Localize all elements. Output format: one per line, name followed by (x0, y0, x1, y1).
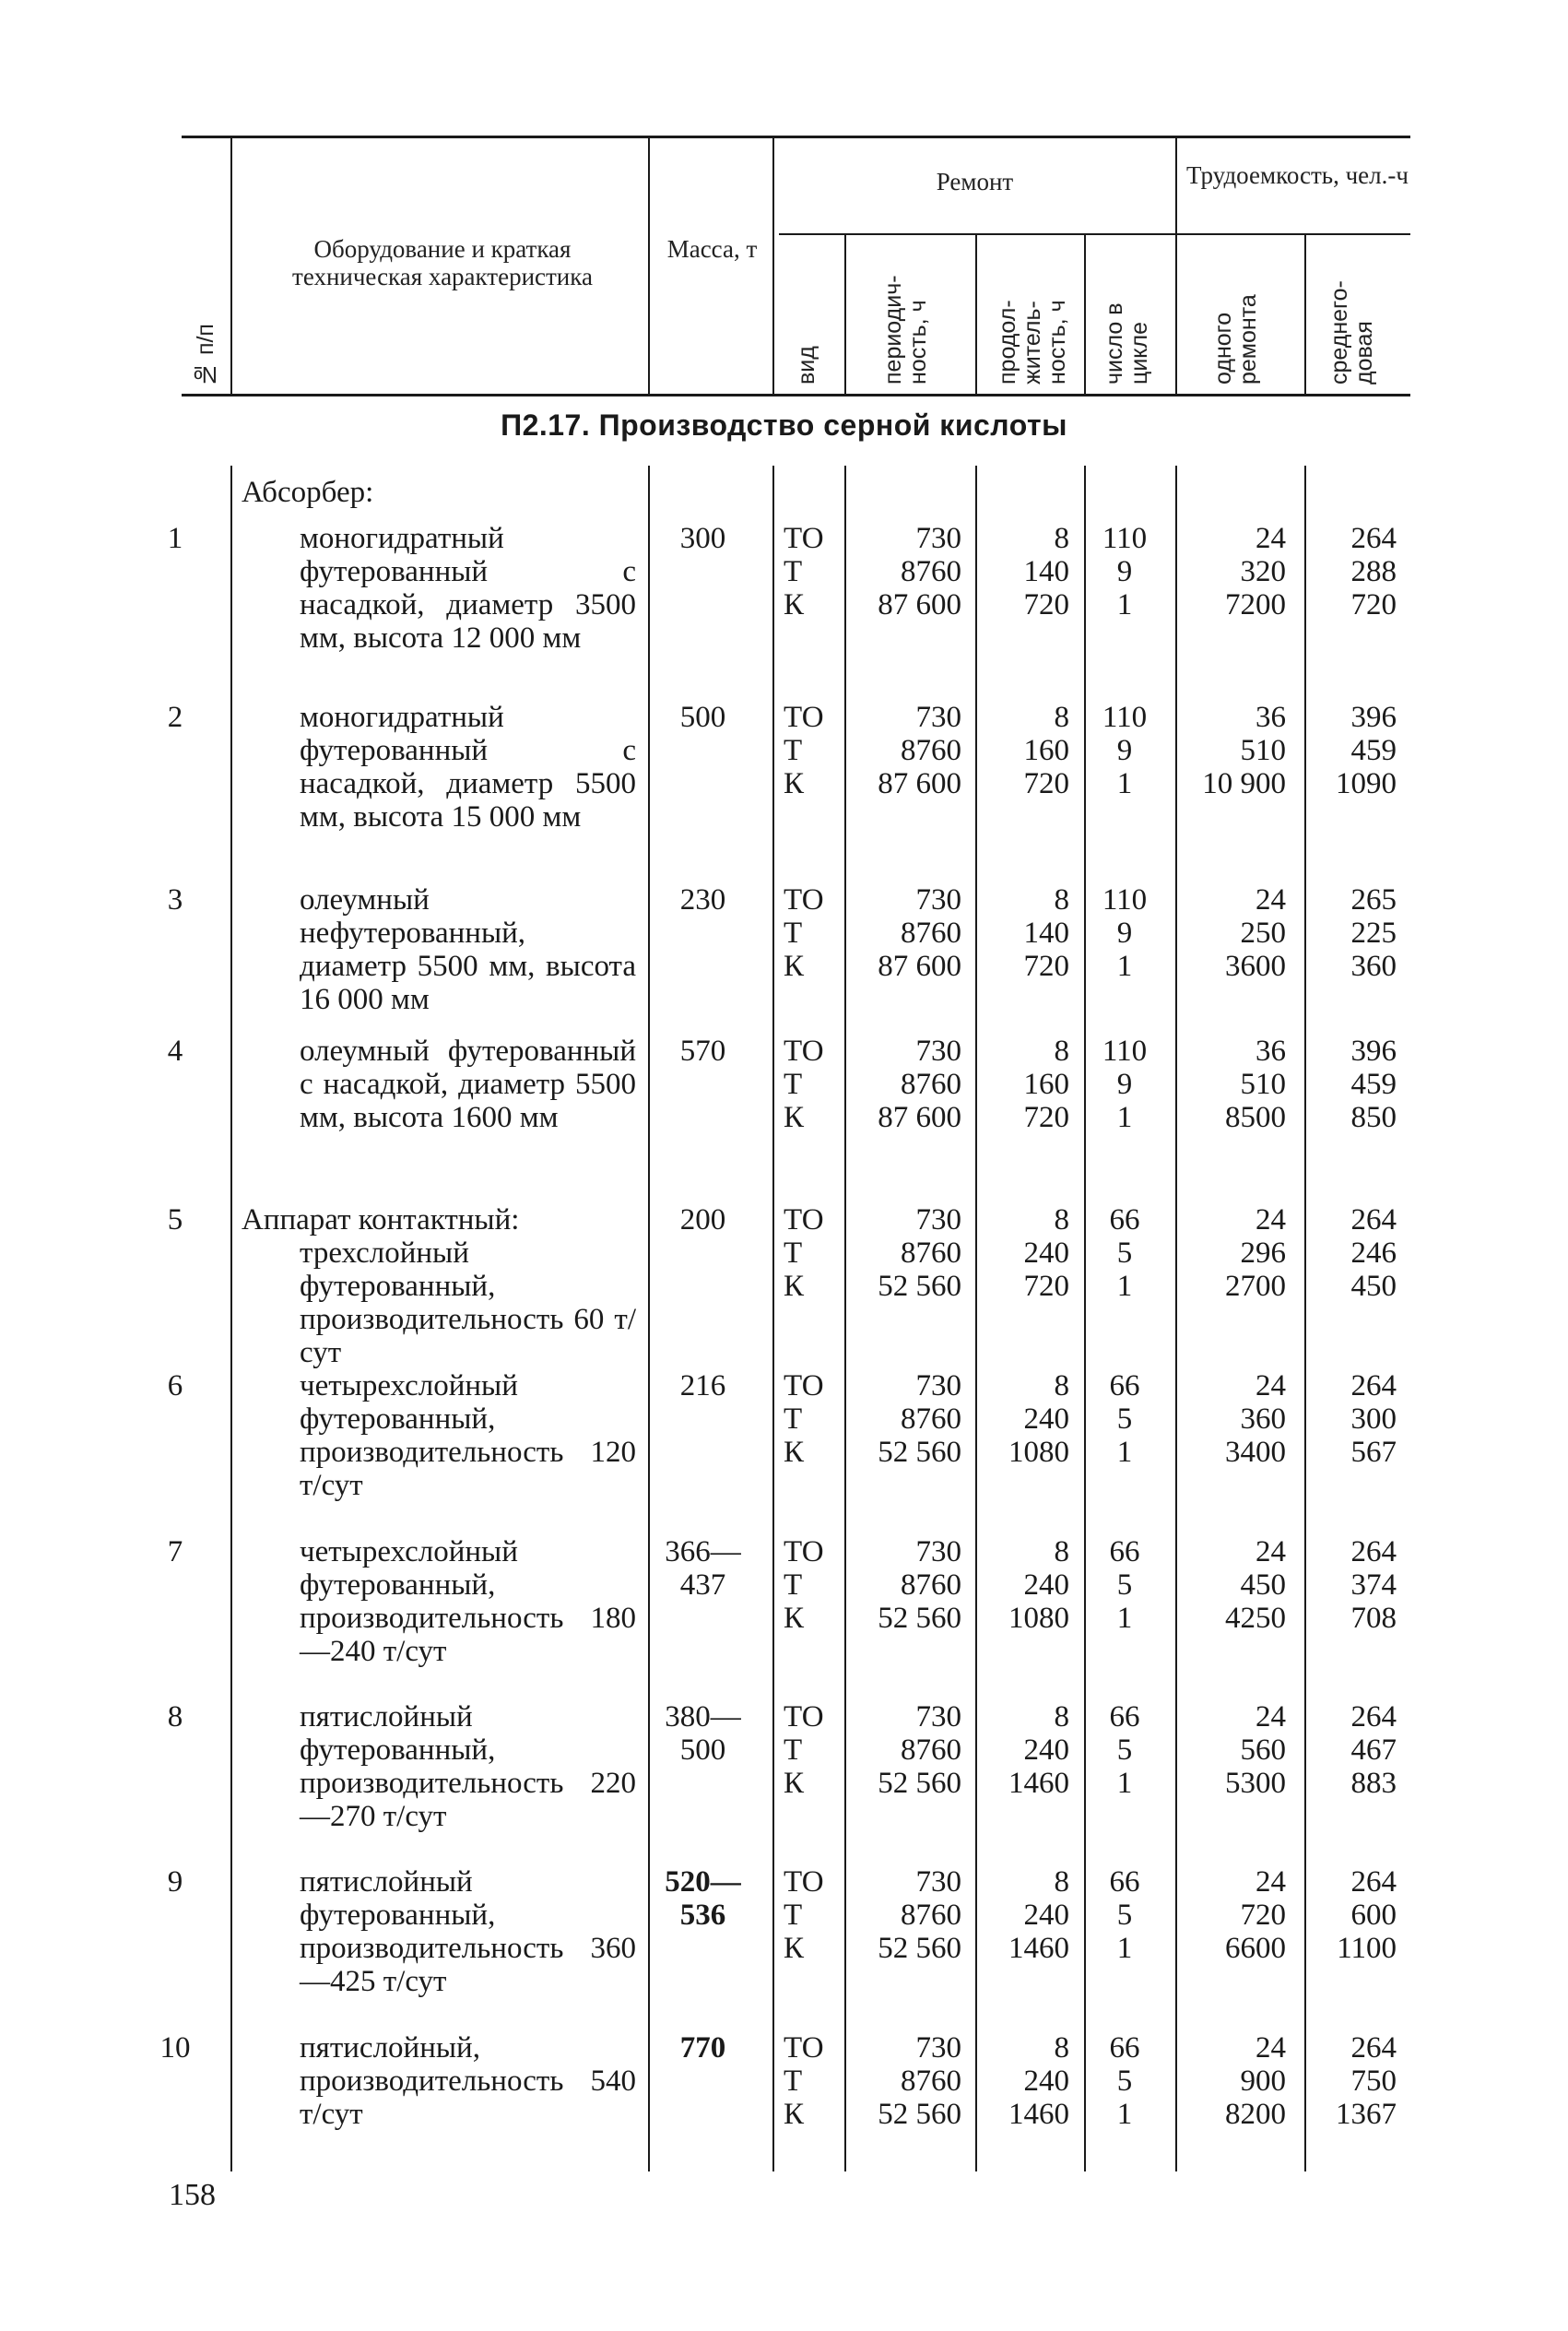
one-repair-value: 296 (1240, 1236, 1286, 1270)
header-bottom-rule (182, 394, 1410, 396)
one-repair-value: 360 (1240, 1402, 1286, 1436)
duration-value: 720 (1023, 1270, 1069, 1303)
periodicity-value: 87 600 (878, 767, 961, 800)
one-repair-value: 24 (1256, 2031, 1286, 2065)
average-value: 567 (1350, 1436, 1397, 1469)
row-duration (977, 522, 1069, 621)
count-value: 9 (1116, 1068, 1133, 1101)
duration-value: 140 (1023, 917, 1069, 950)
kind-value: ТО (784, 1203, 824, 1236)
average-value: 750 (1350, 2065, 1397, 2098)
duration-value: 720 (1023, 1101, 1069, 1134)
count-value: 5 (1116, 1402, 1133, 1436)
kind-value: К (784, 1932, 805, 1965)
periodicity-value: 8760 (901, 734, 961, 767)
row-mass: 770 (679, 2031, 726, 2065)
kind-value: Т (784, 555, 803, 588)
kind-value: Т (784, 1068, 803, 1101)
row-periodicity (843, 1203, 961, 1303)
periodicity-value: 8760 (901, 555, 961, 588)
row-description: пятислойный футерованный, производительность 360—425 т/сут (300, 1865, 636, 1998)
header-divider (648, 138, 650, 394)
one-repair-value: 24 (1256, 1865, 1286, 1899)
average-value: 265 (1350, 883, 1397, 917)
row-one-repair (1180, 2031, 1286, 2131)
header-divider (844, 233, 846, 394)
count-value: 5 (1116, 1568, 1133, 1602)
duration-value: 240 (1023, 1402, 1069, 1436)
periodicity-value: 87 600 (878, 1101, 961, 1134)
count-value: 5 (1116, 2065, 1133, 2098)
kind-value: ТО (784, 883, 824, 917)
duration-value: 240 (1023, 1568, 1069, 1602)
header-divider (1304, 233, 1306, 394)
header-divider (1175, 138, 1177, 394)
repair-subheader-rule (779, 233, 1410, 235)
row-duration (977, 2031, 1069, 2131)
duration-value: 8 (1054, 1700, 1069, 1733)
row-mass: 570 (679, 1035, 726, 1068)
group-absorber: Абсорбер: (242, 476, 374, 509)
one-repair-value: 450 (1240, 1568, 1286, 1602)
average-value: 459 (1350, 734, 1397, 767)
count-value: 110 (1102, 522, 1148, 555)
periodicity-value: 52 560 (878, 1767, 961, 1800)
row-duration (977, 701, 1069, 800)
row-description: пятислойный, производительность 540 т/сут (300, 2031, 636, 2131)
duration-value: 8 (1054, 1203, 1069, 1236)
row-average (1304, 701, 1397, 800)
average-value: 720 (1350, 588, 1397, 621)
duration-value: 160 (1023, 1068, 1069, 1101)
kind-value: ТО (784, 1035, 824, 1068)
count-value: 1 (1116, 1932, 1133, 1965)
periodicity-value: 730 (915, 1700, 961, 1733)
row-one-repair (1180, 883, 1286, 983)
one-repair-value: 560 (1240, 1733, 1286, 1767)
row-description: олеумный футерованный с насадкой, диаметр 5500 мм, высота 1600 мм (300, 1035, 636, 1134)
header-one-repair: одного ремонта (1210, 294, 1261, 385)
kind-value: К (784, 1270, 805, 1303)
count-value: 66 (1109, 1369, 1140, 1402)
page-number: 158 (169, 2178, 216, 2212)
kind-value: К (784, 588, 805, 621)
one-repair-value: 900 (1240, 2065, 1286, 2098)
one-repair-value: 2700 (1225, 1270, 1286, 1303)
row-number: 6 (167, 1369, 183, 1402)
row-mass: 300 (679, 522, 726, 555)
periodicity-value: 8760 (901, 917, 961, 950)
count-value: 1 (1116, 1436, 1133, 1469)
periodicity-value: 87 600 (878, 950, 961, 983)
row-periodicity (843, 2031, 961, 2131)
one-repair-value: 24 (1256, 883, 1286, 917)
count-value: 1 (1116, 950, 1133, 983)
one-repair-value: 3400 (1225, 1436, 1286, 1469)
average-value: 1100 (1337, 1932, 1397, 1965)
average-value: 246 (1350, 1236, 1397, 1270)
header-labor: Трудоемкость, чел.-ч (1186, 161, 1409, 189)
row-description: четырехслойный футерованный, производительность 120 т/сут (300, 1369, 636, 1502)
duration-value: 240 (1023, 1236, 1069, 1270)
header-average: среднего-довая (1326, 280, 1377, 385)
row-count (1083, 2031, 1166, 2131)
section-title: П2.17. Производство серной кислоты (501, 408, 1067, 442)
duration-value: 1460 (1008, 2098, 1069, 2131)
average-value: 264 (1350, 1535, 1397, 1568)
average-value: 360 (1350, 950, 1397, 983)
duration-value: 1460 (1008, 1767, 1069, 1800)
count-value: 66 (1109, 1865, 1140, 1899)
duration-value: 8 (1054, 1535, 1069, 1568)
one-repair-value: 320 (1240, 555, 1286, 588)
average-value: 600 (1350, 1899, 1397, 1932)
row-duration (977, 1700, 1069, 1800)
kind-value: ТО (784, 1369, 824, 1402)
count-value: 1 (1116, 1270, 1133, 1303)
kind-value: Т (784, 2065, 803, 2098)
body-divider (1175, 466, 1177, 2171)
row-number: 5 (167, 1203, 183, 1236)
average-value: 883 (1350, 1767, 1397, 1800)
count-value: 1 (1116, 1101, 1133, 1134)
duration-value: 240 (1023, 2065, 1069, 2098)
row-average (1304, 1035, 1397, 1134)
kind-value: Т (784, 917, 803, 950)
average-value: 225 (1350, 917, 1397, 950)
row-number: 3 (167, 883, 183, 917)
header-divider (230, 138, 232, 394)
row-periodicity (843, 701, 961, 800)
one-repair-value: 7200 (1225, 588, 1286, 621)
one-repair-value: 36 (1256, 701, 1286, 734)
periodicity-value: 52 560 (878, 1436, 961, 1469)
duration-value: 8 (1054, 701, 1069, 734)
periodicity-value: 730 (915, 1535, 961, 1568)
average-value: 374 (1350, 1568, 1397, 1602)
row-mass: 500 (679, 701, 726, 734)
duration-value: 160 (1023, 734, 1069, 767)
row-mass: 520—536 (665, 1865, 741, 1932)
average-value: 264 (1350, 1369, 1397, 1402)
row-duration (977, 1035, 1069, 1134)
header-mass: Масса, т (666, 235, 758, 263)
periodicity-value: 52 560 (878, 1602, 961, 1635)
header-divider (975, 233, 977, 394)
header-repair: Ремонт (936, 168, 1014, 195)
group-contact: Аппарат контактный: (242, 1203, 520, 1236)
periodicity-value: 730 (915, 883, 961, 917)
row-periodicity (843, 883, 961, 983)
row-one-repair (1180, 522, 1286, 621)
duration-value: 8 (1054, 883, 1069, 917)
row-periodicity (843, 1700, 961, 1800)
kind-value: Т (784, 734, 803, 767)
periodicity-value: 8760 (901, 1899, 961, 1932)
body-divider (230, 466, 232, 2171)
kind-value: К (784, 1101, 805, 1134)
kind-value: Т (784, 1899, 803, 1932)
periodicity-value: 52 560 (878, 2098, 961, 2131)
duration-value: 8 (1054, 522, 1069, 555)
row-average (1304, 883, 1397, 983)
periodicity-value: 730 (915, 1035, 961, 1068)
count-value: 66 (1109, 1535, 1140, 1568)
row-periodicity (843, 1865, 961, 1965)
row-number: 2 (167, 701, 183, 734)
periodicity-value: 8760 (901, 2065, 961, 2098)
one-repair-value: 24 (1256, 1203, 1286, 1236)
count-value: 5 (1116, 1733, 1133, 1767)
kind-value: К (784, 1436, 805, 1469)
header-kind: вид (794, 346, 819, 385)
periodicity-value: 730 (915, 1203, 961, 1236)
duration-value: 8 (1054, 1865, 1069, 1899)
kind-value: Т (784, 1568, 803, 1602)
kind-value: ТО (784, 1535, 824, 1568)
average-value: 396 (1350, 1035, 1397, 1068)
one-repair-value: 4250 (1225, 1602, 1286, 1635)
row-one-repair (1180, 701, 1286, 800)
row-periodicity (843, 1369, 961, 1469)
header-divider (772, 138, 774, 394)
row-average (1304, 1535, 1397, 1635)
kind-value: К (784, 1602, 805, 1635)
row-one-repair (1180, 1535, 1286, 1635)
average-value: 708 (1350, 1602, 1397, 1635)
average-value: 467 (1350, 1733, 1397, 1767)
duration-value: 1460 (1008, 1932, 1069, 1965)
row-count (1083, 1700, 1166, 1800)
header-number: № п/п (193, 324, 218, 387)
average-value: 850 (1350, 1101, 1397, 1134)
row-description: моногидратный футерованный с насадкой, диаметр 5500 мм, высота 15 000 мм (300, 701, 636, 834)
row-count (1083, 883, 1166, 983)
average-value: 1367 (1336, 2098, 1397, 2131)
row-one-repair (1180, 1203, 1286, 1303)
one-repair-value: 36 (1256, 1035, 1286, 1068)
row-description: четырехслойный футерованный, производительность 180—240 т/сут (300, 1535, 636, 1668)
kind-value: ТО (784, 522, 824, 555)
count-value: 66 (1109, 1203, 1140, 1236)
header-equipment: Оборудование и краткая техническая характеристика (292, 235, 593, 290)
one-repair-value: 720 (1240, 1899, 1286, 1932)
average-value: 264 (1350, 522, 1397, 555)
count-value: 1 (1116, 2098, 1133, 2131)
kind-value: К (784, 950, 805, 983)
average-value: 1090 (1336, 767, 1397, 800)
count-value: 66 (1109, 1700, 1140, 1733)
row-number: 8 (167, 1700, 183, 1733)
kind-value: ТО (784, 701, 824, 734)
one-repair-value: 250 (1240, 917, 1286, 950)
one-repair-value: 5300 (1225, 1767, 1286, 1800)
periodicity-value: 8760 (901, 1068, 961, 1101)
duration-value: 140 (1023, 555, 1069, 588)
header-count: число в цикле (1102, 302, 1152, 385)
duration-value: 240 (1023, 1899, 1069, 1932)
row-duration (977, 1535, 1069, 1635)
row-periodicity (843, 1535, 961, 1635)
duration-value: 1080 (1008, 1436, 1069, 1469)
count-value: 66 (1109, 2031, 1140, 2065)
row-description: трехслойный футерованный, производительность 60 т/сут (300, 1236, 636, 1369)
count-value: 5 (1116, 1899, 1133, 1932)
periodicity-value: 730 (915, 1865, 961, 1899)
row-average (1304, 1700, 1397, 1800)
header-periodicity: периодич-ность, ч (880, 275, 931, 385)
row-mass: 216 (679, 1369, 726, 1402)
periodicity-value: 52 560 (878, 1932, 961, 1965)
row-count (1083, 701, 1166, 800)
average-value: 264 (1350, 1700, 1397, 1733)
periodicity-value: 8760 (901, 1733, 961, 1767)
kind-value: Т (784, 1236, 803, 1270)
one-repair-value: 24 (1256, 1369, 1286, 1402)
header-duration: продол-житель-ность, ч (995, 300, 1070, 385)
kind-value: К (784, 767, 805, 800)
row-duration (977, 1203, 1069, 1303)
kind-value: К (784, 1767, 805, 1800)
row-number: 4 (167, 1035, 183, 1068)
average-value: 396 (1350, 701, 1397, 734)
row-count (1083, 1535, 1166, 1635)
row-average (1304, 2031, 1397, 2131)
periodicity-value: 730 (915, 701, 961, 734)
periodicity-value: 8760 (901, 1236, 961, 1270)
average-value: 288 (1350, 555, 1397, 588)
average-value: 450 (1350, 1270, 1397, 1303)
one-repair-value: 8500 (1225, 1101, 1286, 1134)
count-value: 110 (1102, 883, 1148, 917)
one-repair-value: 10 900 (1202, 767, 1286, 800)
count-value: 1 (1116, 1767, 1133, 1800)
row-duration (977, 883, 1069, 983)
top-rule (182, 136, 1410, 138)
one-repair-value: 24 (1256, 1535, 1286, 1568)
row-mass: 366—437 (665, 1535, 741, 1602)
row-mass: 380—500 (665, 1700, 741, 1767)
kind-value: ТО (784, 1700, 824, 1733)
row-one-repair (1180, 1700, 1286, 1800)
periodicity-value: 8760 (901, 1402, 961, 1436)
row-count (1083, 1035, 1166, 1134)
one-repair-value: 6600 (1225, 1932, 1286, 1965)
duration-value: 8 (1054, 1035, 1069, 1068)
average-value: 264 (1350, 1865, 1397, 1899)
row-average (1304, 1865, 1397, 1965)
count-value: 9 (1116, 555, 1133, 588)
row-count (1083, 522, 1166, 621)
count-value: 9 (1116, 734, 1133, 767)
count-value: 1 (1116, 767, 1133, 800)
one-repair-value: 8200 (1225, 2098, 1286, 2131)
row-description: пятислойный футерованный, производительность 220—270 т/сут (300, 1700, 636, 1833)
row-one-repair (1180, 1865, 1286, 1965)
row-average (1304, 522, 1397, 621)
one-repair-value: 24 (1256, 522, 1286, 555)
average-value: 264 (1350, 1203, 1397, 1236)
row-number: 10 (159, 2031, 191, 2065)
row-duration (977, 1369, 1069, 1469)
periodicity-value: 8760 (901, 1568, 961, 1602)
duration-value: 1080 (1008, 1602, 1069, 1635)
row-description: олеумный нефутерованный, диаметр 5500 мм, высота 16 000 мм (300, 883, 636, 1016)
kind-value: ТО (784, 1865, 824, 1899)
row-duration (977, 1865, 1069, 1965)
count-value: 5 (1116, 1236, 1133, 1270)
duration-value: 240 (1023, 1733, 1069, 1767)
kind-value: ТО (784, 2031, 824, 2065)
count-value: 110 (1102, 1035, 1148, 1068)
row-number: 7 (167, 1535, 183, 1568)
row-number: 9 (167, 1865, 183, 1899)
row-mass: 230 (679, 883, 726, 917)
row-mass: 200 (679, 1203, 726, 1236)
row-number: 1 (167, 522, 183, 555)
count-value: 110 (1102, 701, 1148, 734)
duration-value: 8 (1054, 2031, 1069, 2065)
average-value: 300 (1350, 1402, 1397, 1436)
periodicity-value: 730 (915, 1369, 961, 1402)
average-value: 264 (1350, 2031, 1397, 2065)
one-repair-value: 3600 (1225, 950, 1286, 983)
count-value: 1 (1116, 588, 1133, 621)
average-value: 459 (1350, 1068, 1397, 1101)
row-periodicity (843, 522, 961, 621)
duration-value: 720 (1023, 767, 1069, 800)
kind-value: Т (784, 1733, 803, 1767)
row-count (1083, 1203, 1166, 1303)
row-count (1083, 1369, 1166, 1469)
one-repair-value: 510 (1240, 734, 1286, 767)
kind-value: Т (784, 1402, 803, 1436)
header-divider (1084, 233, 1086, 394)
row-one-repair (1180, 1035, 1286, 1134)
count-value: 1 (1116, 1602, 1133, 1635)
periodicity-value: 87 600 (878, 588, 961, 621)
periodicity-value: 730 (915, 2031, 961, 2065)
body-divider (772, 466, 774, 2171)
one-repair-value: 510 (1240, 1068, 1286, 1101)
periodicity-value: 730 (915, 522, 961, 555)
duration-value: 720 (1023, 588, 1069, 621)
count-value: 9 (1116, 917, 1133, 950)
row-average (1304, 1369, 1397, 1469)
row-average (1304, 1203, 1397, 1303)
row-count (1083, 1865, 1166, 1965)
row-one-repair (1180, 1369, 1286, 1469)
duration-value: 8 (1054, 1369, 1069, 1402)
row-description: моногидратный футерованный с насадкой, диаметр 3500 мм, высота 12 000 мм (300, 522, 636, 655)
kind-value: К (784, 2098, 805, 2131)
row-periodicity (843, 1035, 961, 1134)
duration-value: 720 (1023, 950, 1069, 983)
periodicity-value: 52 560 (878, 1270, 961, 1303)
one-repair-value: 24 (1256, 1700, 1286, 1733)
